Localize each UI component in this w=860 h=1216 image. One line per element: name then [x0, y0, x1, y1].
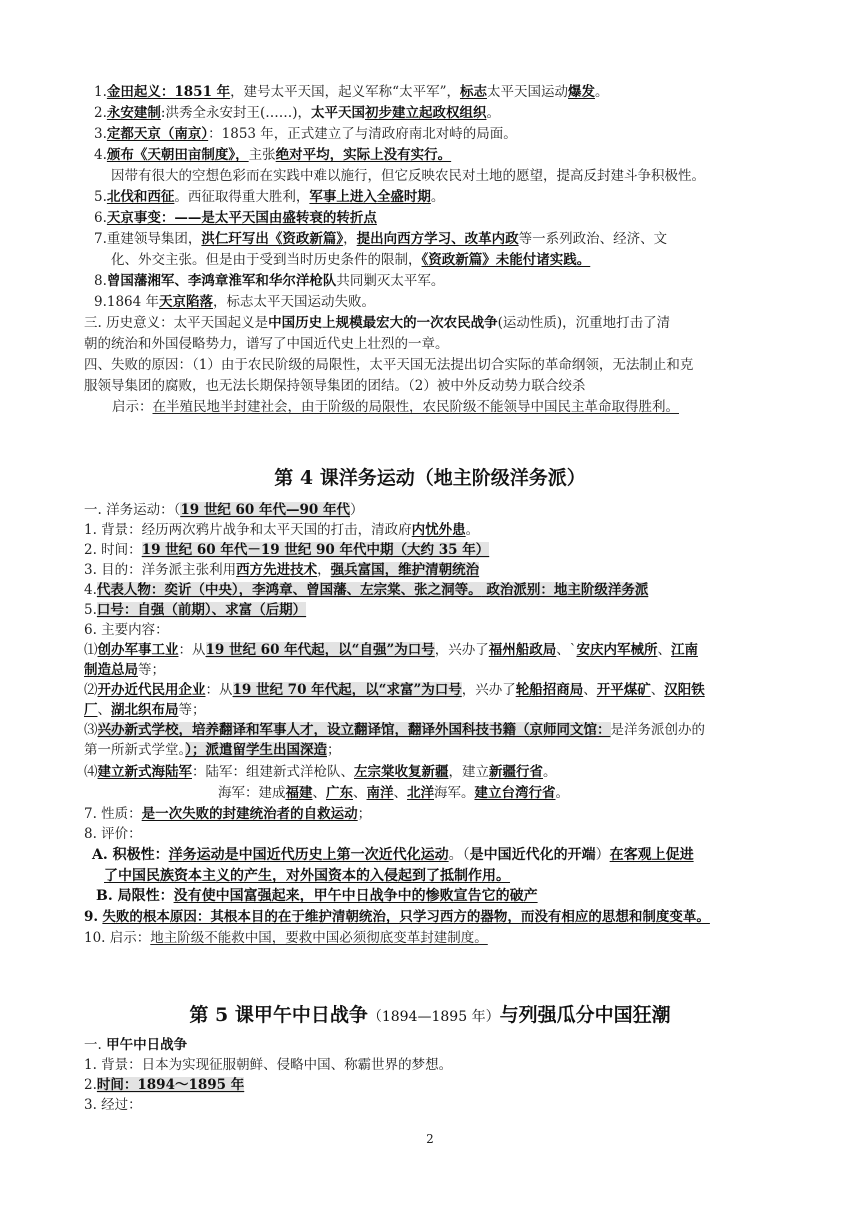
- lesson4-slogan: 5.口号：自强（前期）、求富（后期）: [84, 602, 307, 618]
- lesson4-failure-cause: 9. 失败的根本原因：其根本目的在于维护清朝统治，只学习西方的器物，而没有相应的思想和制度变革。: [84, 909, 710, 925]
- lesson4-civil-enterprises-cont: 厂、湖北织布局等；: [84, 702, 206, 718]
- lesson4-positive-cont: 了中国民族资本主义的产生，对外国资本的入侵起到了抵制作用。: [104, 868, 510, 884]
- lesson5-process: 3. 经过：: [84, 1097, 142, 1113]
- taiping-item-4: 4.颁布《天朝田亩制度》，主张绝对平均，实际上没有实行。: [94, 147, 452, 163]
- lesson5-time: 2.时间：1894～1895 年: [84, 1077, 245, 1093]
- failure-reasons-line-2: 服领导集团的腐败，也无法长期保持领导集团的团结。（2）被中外反动势力联合绞杀: [84, 378, 586, 394]
- taiping-inspiration: 启示：在半殖民地半封建社会，由于阶级的局限性，农民阶级不能领导中国民主革命取得胜利。: [112, 399, 679, 415]
- taiping-item-2: 2.永安建制:洪秀全永安封王(……)，太平天国初步建立起政权组织。: [94, 105, 500, 121]
- lesson4-time: 2. 时间：19 世纪 60 年代－19 世纪 90 年代中期（大约 35 年）: [84, 542, 490, 558]
- lesson4-military-industry: ⑴创办军事工业：从19 世纪 60 年代起，以“自强”为口号，兴办了福州船政局、`安庆内军械所、江南: [84, 642, 698, 658]
- lesson4-line-1: 一. 洋务运动：（19 世纪 60 年代—90 年代）: [84, 502, 364, 518]
- lesson4-positive: A. 积极性：洋务运动是中国近代历史上第一次近代化运动。（是中国近代化的开端）在客观上促进: [92, 847, 694, 863]
- lesson5-background: 1. 背景：日本为实现征服朝鲜、侵略中国、称霸世界的梦想。: [84, 1057, 453, 1073]
- taiping-item-5: 5.北伐和西征。西征取得重大胜利，军事上进入全盛时期。: [94, 189, 445, 205]
- lesson4-purpose: 3. 目的：洋务派主张利用西方先进技术，强兵富国，维护清朝统治: [84, 562, 480, 578]
- taiping-item-7-line-1: 7.重建领导集团，洪仁玕写出《资政新篇》，提出向西方学习、改革内政等一系列政治、经济、文: [94, 231, 668, 247]
- lesson4-nature: 7. 性质：是一次失败的封建统治者的自救运动；: [84, 806, 372, 822]
- lesson4-background: 1. 背景：经历两次鸦片战争和太平天国的打击，清政府内忧外患。: [84, 522, 480, 538]
- lesson4-inspiration: 10. 启示：地主阶级不能救中国，要救中国必须彻底变革封建制度。: [84, 930, 488, 946]
- lesson4-civil-enterprises: ⑵开办近代民用企业：从19 世纪 70 年代起，以“求富”为口号，兴办了轮船招商局、开平煤矿、汉阳铁: [84, 682, 705, 698]
- taiping-item-4-note: 因带有很大的空想色彩而在实践中难以施行，但它反映农民对土地的愿望，提高反封建斗争积极性。: [111, 168, 705, 184]
- lesson-4-title: 第 4 课洋务运动（地主阶级洋务派）: [274, 467, 586, 489]
- historical-significance-line-2: 朝的统治和外国侵略势力，谱写了中国近代史上壮烈的一章。: [84, 336, 449, 352]
- taiping-item-8: 8.曾国藩湘军、李鸿章淮军和华尔洋枪队共同剿灭太平军。: [94, 273, 445, 289]
- taiping-item-6: 6.天京事变：——是太平天国由盛转衰的转折点: [94, 210, 377, 226]
- lesson4-limitation: B. 局限性：没有使中国富强起来，甲午中日战争中的惨败宣告它的破产: [96, 888, 538, 904]
- lesson4-main-content: 6. 主要内容：: [84, 622, 169, 638]
- lesson-5-title: 第 5 课甲午中日战争（1894—1895 年）与列强瓜分中国狂潮: [189, 1004, 671, 1026]
- lesson4-army: ⑷建立新式海陆军：陆军：组建新式洋枪队、左宗棠收复新疆，建立新疆行省。: [84, 764, 557, 780]
- lesson4-new-schools-cont: 第一所新式学堂。）；派遣留学生出国深造；: [84, 742, 341, 758]
- lesson4-evaluation: 8. 评价：: [84, 826, 142, 842]
- taiping-item-1: 1.金田起义：1851 年，建号太平天国，起义军称“太平军”，标志太平天国运动爆发。: [94, 84, 609, 100]
- historical-significance-line-1: 三. 历史意义：太平天国起义是中国历史上规模最宏大的一次农民战争(运动性质)，沉重地打击了清: [84, 315, 671, 331]
- failure-reasons-line-1: 四、失败的原因：（1）由于农民阶级的局限性，太平天国无法提出切合实际的革命纲领，无法制止和克: [84, 357, 694, 373]
- lesson5-section-1: 一. 甲午中日战争: [84, 1037, 188, 1053]
- lesson4-navy: 海军：建成福建、广东、南洋、北洋海军。建立台湾行省。: [218, 785, 569, 801]
- lesson4-military-industry-cont: 制造总局等；: [84, 662, 165, 678]
- taiping-item-7-line-2: 化、外交主张。但是由于受到当时历史条件的限制，《资政新篇》未能付诸实践。: [111, 252, 591, 268]
- lesson4-new-schools: ⑶兴办新式学校，培养翻译和军事人才，设立翻译馆，翻译外国科技书籍（京师同文馆：是洋务派创办的: [84, 722, 705, 738]
- page-number: 2: [426, 1132, 434, 1146]
- taiping-item-9: 9.1864 年天京陷落，标志太平天国运动失败。: [94, 294, 376, 310]
- lesson4-representatives: 4.代表人物：奕䜣（中央），李鸿章、曾国藩、左宗棠、张之洞等。 政治派别：地主阶级洋务派: [84, 582, 649, 598]
- taiping-item-3: 3.定都天京（南京）：1853 年，正式建立了与清政府南北对峙的局面。: [94, 126, 517, 142]
